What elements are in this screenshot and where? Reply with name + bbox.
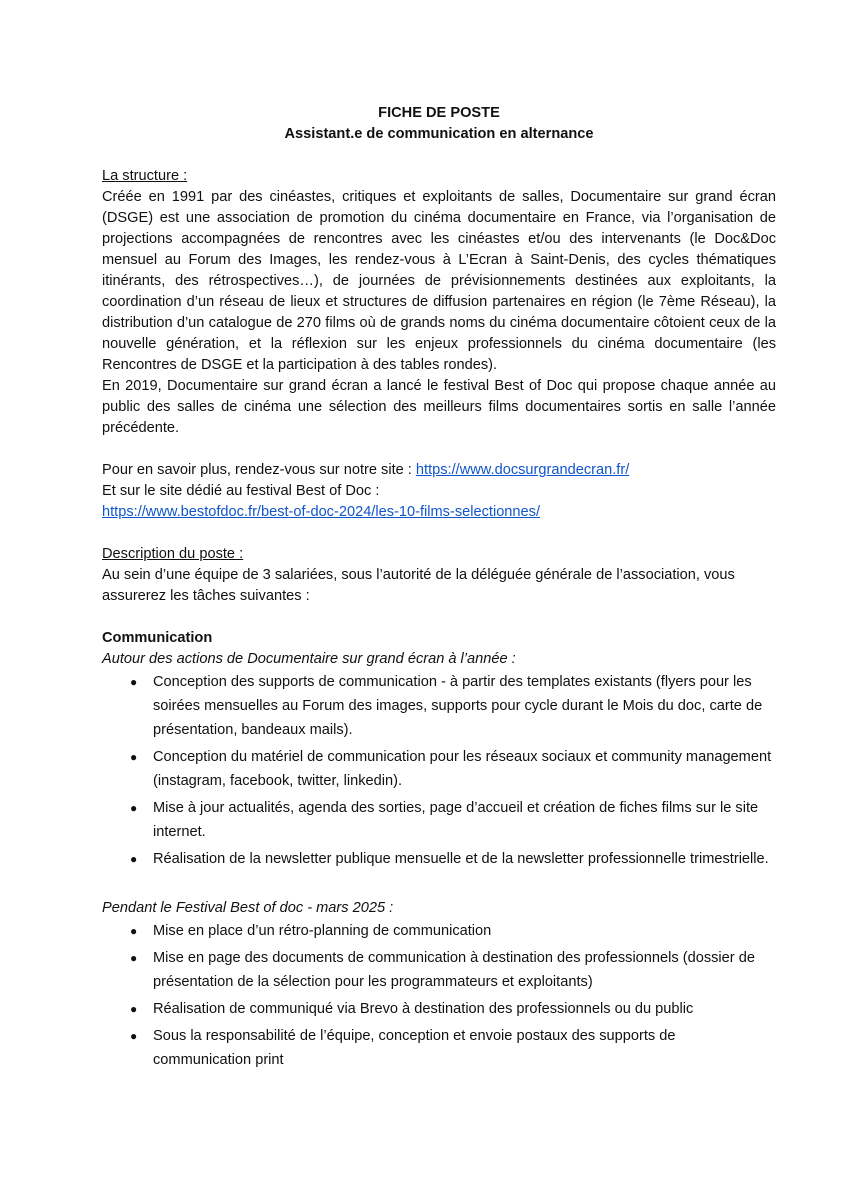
bullet-icon: ● bbox=[130, 924, 138, 938]
list-item bbox=[130, 997, 776, 1021]
year-round-subheading: Autour des actions de Documentaire sur grand écran à l’année : bbox=[102, 651, 516, 667]
list-item bbox=[130, 1024, 776, 1072]
description-paragraph: Au sein d’une équipe de 3 salariées, sous l’autorité de la déléguée générale de l’association, vous assurerez les tâches suivantes : bbox=[102, 567, 735, 604]
document-title bbox=[102, 103, 776, 145]
year-round-task-list bbox=[102, 670, 776, 871]
list-item-text: Mise à jour actualités, agenda des sorties, page d’accueil et création de fiches films sur le site internet. bbox=[153, 800, 759, 840]
spacer bbox=[102, 145, 776, 166]
festival-link[interactable]: https://www.bestofdoc.fr/best-of-doc-2024/les-10-films-selectionnes/ bbox=[102, 504, 541, 520]
spacer bbox=[102, 874, 776, 898]
bullet-icon: ● bbox=[130, 1002, 138, 1016]
list-item-text: Réalisation de communiqué via Brevo à destination des professionnels ou du public bbox=[153, 1001, 694, 1017]
title-line-2: Assistant.e de communication en alternance bbox=[284, 126, 594, 142]
list-item bbox=[130, 670, 776, 742]
bullet-icon: ● bbox=[130, 951, 138, 965]
description-heading: Description du poste : bbox=[102, 546, 244, 562]
communication-heading: Communication bbox=[102, 630, 213, 646]
list-item-text: Conception des supports de communication - à partir des templates existants (flyers pour les soirées mensuelles au Forum des images, supports pour cycle durant le Mois du doc, carte de présentation, bandeaux mails). bbox=[153, 674, 763, 738]
spacer bbox=[102, 439, 776, 460]
spacer bbox=[102, 523, 776, 544]
structure-paragraph-2: En 2019, Documentaire sur grand écran a lancé le festival Best of Doc qui propose chaque année au public des salles de cinéma une sélection des meilleurs films documentaires sortis en salle l’année précédente. bbox=[102, 378, 776, 436]
bullet-icon: ● bbox=[130, 750, 138, 764]
festival-subheading: Pendant le Festival Best of doc - mars 2025 : bbox=[102, 900, 394, 916]
festival-intro-text: Et sur le site dédié au festival Best of Doc : bbox=[102, 483, 380, 499]
title-line-1: FICHE DE POSTE bbox=[378, 105, 500, 121]
festival-task-list bbox=[102, 919, 776, 1072]
spacer bbox=[102, 607, 776, 628]
document-page bbox=[102, 103, 776, 1075]
bullet-icon: ● bbox=[130, 1029, 138, 1043]
list-item bbox=[130, 796, 776, 844]
list-item bbox=[130, 919, 776, 943]
bullet-icon: ● bbox=[130, 801, 138, 815]
list-item bbox=[130, 745, 776, 793]
list-item-text: Sous la responsabilité de l’équipe, conception et envoie postaux des supports de communication print bbox=[153, 1028, 676, 1068]
structure-heading: La structure : bbox=[102, 168, 188, 184]
list-item-text: Réalisation de la newsletter publique mensuelle et de la newsletter professionnelle trimestrielle. bbox=[153, 851, 769, 867]
structure-paragraph-1: Créée en 1991 par des cinéastes, critiques et exploitants de salles, Documentaire sur grand écran (DSGE) est une association de promotion du cinéma documentaire en France, via l’organisation de projections accompagnées de rencontres avec les cinéastes et/ou des intervenants (le Doc&Doc mensuel au Forum des Images, les rendez-vous à L’Ecran à Saint-Denis, des cycles thématiques itinérants, des rétrospectives…), de journées de prévisionnements destinées aux exploitants, la coordination d’un réseau de lieux et structures de diffusion partenaires en région (le 7ème Réseau), la distribution d’un catalogue de 270 films où de grands noms du cinéma documentaire côtoient ceux de la nouvelle génération, et la réflexion sur les enjeux professionnels du cinéma documentaire (les Rencontres de DSGE et la participation à des tables rondes). bbox=[102, 189, 776, 373]
bullet-icon: ● bbox=[130, 675, 138, 689]
bullet-icon: ● bbox=[130, 852, 138, 866]
list-item-text: Mise en place d’un rétro-planning de communication bbox=[153, 923, 492, 939]
list-item bbox=[130, 847, 776, 871]
site-line bbox=[102, 460, 776, 481]
festival-link-line bbox=[102, 502, 776, 523]
list-item bbox=[130, 946, 776, 994]
site-intro-text: Pour en savoir plus, rendez-vous sur notre site : bbox=[102, 462, 416, 478]
site-link[interactable]: https://www.docsurgrandecran.fr/ bbox=[415, 462, 630, 478]
list-item-text: Mise en page des documents de communication à destination des professionnels (dossier de présentation de la sélection pour les programmateurs et exploitants) bbox=[153, 950, 755, 990]
list-item-text: Conception du matériel de communication pour les réseaux sociaux et community management (instagram, facebook, twitter, linkedin). bbox=[153, 749, 772, 789]
